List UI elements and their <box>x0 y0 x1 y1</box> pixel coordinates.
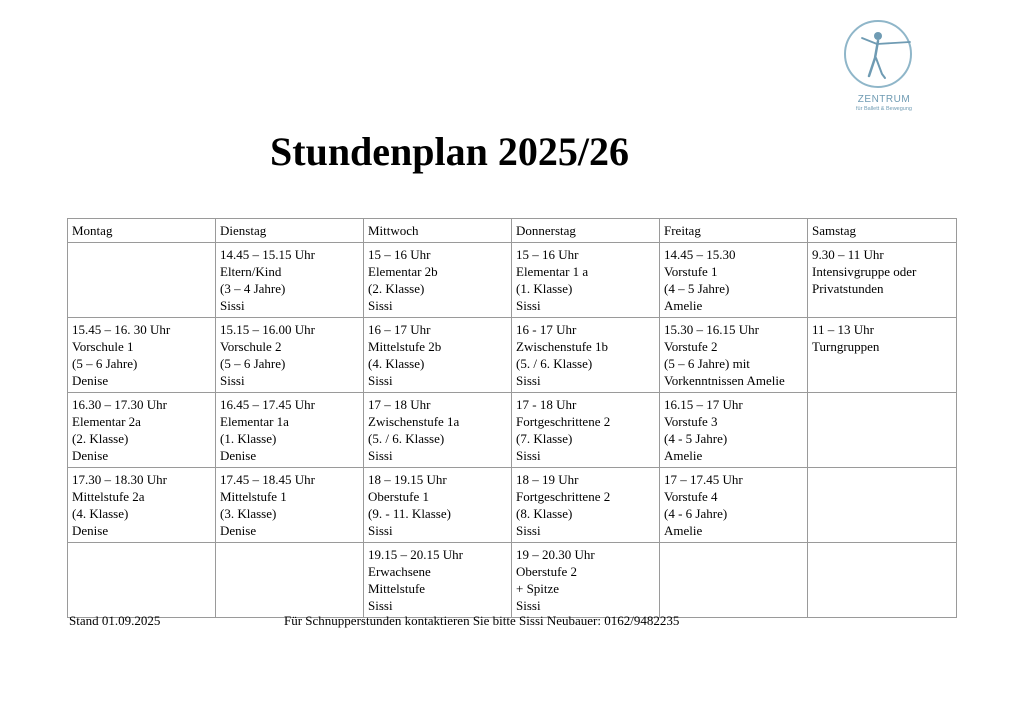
class-time: 17 – 17.45 Uhr <box>664 472 743 487</box>
class-cell <box>216 243 364 318</box>
class-detail: Fortgeschrittene 2 <box>516 489 611 504</box>
class-cell <box>364 318 512 393</box>
class-detail-last: Privatstunden <box>812 281 884 296</box>
class-cell <box>364 393 512 468</box>
class-detail-last: Sissi <box>516 598 541 613</box>
class-detail: Mittelstufe 2a <box>72 489 145 504</box>
table-row <box>68 243 957 318</box>
class-time: 18 – 19 Uhr <box>516 472 579 487</box>
class-time: 17.45 – 18.45 Uhr <box>220 472 315 487</box>
class-detail: Mittelstufe 2b <box>368 339 442 354</box>
table-row <box>68 468 957 543</box>
class-time: 19 – 20.30 Uhr <box>516 547 595 562</box>
day-header: Dienstag <box>216 219 364 243</box>
class-detail: Erwachsene <box>368 564 431 579</box>
class-detail: (5. / 6. Klasse) <box>368 431 445 446</box>
class-detail: (4 – 5 Jahre) <box>664 281 730 296</box>
class-detail: Elementar 2a <box>72 414 141 429</box>
empty-cell <box>68 543 216 618</box>
class-detail: Vorstufe 4 <box>664 489 718 504</box>
class-detail: Elementar 1a <box>220 414 289 429</box>
class-time: 19.15 – 20.15 Uhr <box>368 547 463 562</box>
class-detail: Fortgeschrittene 2 <box>516 414 611 429</box>
class-cell <box>68 468 216 543</box>
class-cell <box>660 318 808 393</box>
schedule-table <box>67 218 957 618</box>
class-time: 11 – 13 Uhr <box>812 322 874 337</box>
empty-cell <box>808 468 957 543</box>
class-detail: Mittelstufe 1 <box>220 489 287 504</box>
class-time: 18 – 19.15 Uhr <box>368 472 447 487</box>
class-time: 16.30 – 17.30 Uhr <box>72 397 167 412</box>
class-time: 16.45 – 17.45 Uhr <box>220 397 315 412</box>
class-time: 16.15 – 17 Uhr <box>664 397 743 412</box>
empty-cell <box>808 543 957 618</box>
class-detail-last: Denise <box>220 523 257 538</box>
class-time: 17 – 18 Uhr <box>368 397 431 412</box>
stand-date: Stand 01.09.2025 <box>69 613 161 628</box>
class-cell <box>512 468 660 543</box>
class-detail: Vorstufe 1 <box>664 264 718 279</box>
class-cell <box>364 468 512 543</box>
class-detail: Oberstufe 2 <box>516 564 578 579</box>
ballet-centre-logo <box>838 14 930 124</box>
class-time: 15.30 – 16.15 Uhr <box>664 322 759 337</box>
empty-cell <box>660 543 808 618</box>
class-detail: (8. Klasse) <box>516 506 573 521</box>
class-detail: (3. Klasse) <box>220 506 277 521</box>
day-header: Mittwoch <box>364 219 512 243</box>
class-detail-last: Amelie <box>664 298 703 313</box>
day-header: Donnerstag <box>512 219 660 243</box>
class-cell <box>68 393 216 468</box>
day-header: Freitag <box>660 219 808 243</box>
class-detail-last: Denise <box>220 448 257 463</box>
page-title: Stundenplan 2025/26 <box>270 129 630 174</box>
class-cell <box>512 318 660 393</box>
class-detail: (4 - 6 Jahre) <box>664 506 728 521</box>
class-time: 15.45 – 16. 30 Uhr <box>72 322 171 337</box>
class-detail: Elementar 1 a <box>516 264 589 279</box>
class-cell <box>216 393 364 468</box>
class-time: 15.15 – 16.00 Uhr <box>220 322 315 337</box>
table-row <box>68 393 957 468</box>
class-cell <box>364 543 512 618</box>
class-detail: Zwischenstufe 1a <box>368 414 460 429</box>
logo-wordmark: ZENTRUM <box>857 94 911 105</box>
class-detail: (4 - 5 Jahre) <box>664 431 728 446</box>
class-detail-last: Sissi <box>516 448 541 463</box>
class-detail-last: Sissi <box>368 373 393 388</box>
class-detail: (3 – 4 Jahre) <box>220 281 286 296</box>
class-detail: (2. Klasse) <box>72 431 129 446</box>
class-detail-last: Denise <box>72 448 109 463</box>
class-cell <box>68 318 216 393</box>
class-cell <box>364 243 512 318</box>
class-time: 16 - 17 Uhr <box>516 322 577 337</box>
class-time: 15 – 16 Uhr <box>516 247 579 262</box>
class-cell <box>660 468 808 543</box>
class-time: 14.45 – 15.30 <box>664 247 736 262</box>
class-cell <box>216 468 364 543</box>
class-detail-last: Sissi <box>220 373 245 388</box>
class-detail-last: Sissi <box>368 298 393 313</box>
class-detail: (1. Klasse) <box>516 281 573 296</box>
class-detail: (2. Klasse) <box>368 281 425 296</box>
class-time: 14.45 – 15.15 Uhr <box>220 247 315 262</box>
class-cell <box>216 318 364 393</box>
class-detail: Vorstufe 3 <box>664 414 718 429</box>
class-cell <box>808 243 957 318</box>
class-cell <box>512 543 660 618</box>
class-detail: (1. Klasse) <box>220 431 277 446</box>
class-time: 15 – 16 Uhr <box>368 247 431 262</box>
class-detail: Oberstufe 1 <box>368 489 430 504</box>
class-cell <box>660 243 808 318</box>
class-detail: (5. / 6. Klasse) <box>516 356 593 371</box>
class-detail: (5 – 6 Jahre) <box>72 356 138 371</box>
class-detail: Intensivgruppe oder <box>812 264 917 279</box>
day-header: Samstag <box>808 219 957 243</box>
class-detail: (4. Klasse) <box>72 506 129 521</box>
class-detail-last: Sissi <box>516 523 541 538</box>
empty-cell <box>216 543 364 618</box>
class-detail: Vorschule 1 <box>72 339 134 354</box>
class-detail: Mittelstufe <box>368 581 426 596</box>
class-detail: (9. - 11. Klasse) <box>368 506 451 521</box>
day-header: Montag <box>68 219 216 243</box>
class-detail-last: Denise <box>72 373 109 388</box>
class-detail: Vorschule 2 <box>220 339 282 354</box>
class-detail: Zwischenstufe 1b <box>516 339 609 354</box>
class-detail-last: Sissi <box>368 523 393 538</box>
class-detail: Vorstufe 2 <box>664 339 718 354</box>
class-time: 9.30 – 11 Uhr <box>812 247 884 262</box>
class-time: 17 - 18 Uhr <box>516 397 577 412</box>
contact-note: Für Schnupperstunden kontaktieren Sie bitte Sissi Neubauer: 0162/9482235 <box>284 613 680 628</box>
class-detail-last: Sissi <box>516 373 541 388</box>
logo-subtitle: für Ballett & Bewegung <box>856 106 912 112</box>
class-detail: (5 – 6 Jahre) <box>220 356 286 371</box>
empty-cell <box>68 243 216 318</box>
class-detail-last: Denise <box>72 523 109 538</box>
dancer-icon <box>838 14 930 94</box>
class-detail-last: Sissi <box>220 298 245 313</box>
class-cell <box>512 393 660 468</box>
class-time: 17.30 – 18.30 Uhr <box>72 472 167 487</box>
class-detail-last: Amelie <box>664 523 703 538</box>
empty-cell <box>808 393 957 468</box>
class-detail-last: Turngruppen <box>812 339 880 354</box>
class-detail-last: Sissi <box>368 598 393 613</box>
header-row <box>68 219 957 243</box>
class-detail: + Spitze <box>516 581 560 596</box>
class-detail: (5 – 6 Jahre) mit <box>664 356 750 371</box>
class-detail: (4. Klasse) <box>368 356 425 371</box>
class-detail-last: Sissi <box>516 298 541 313</box>
table-row <box>68 318 957 393</box>
class-detail-last: Amelie <box>664 448 703 463</box>
class-detail-last: Sissi <box>368 448 393 463</box>
class-cell <box>808 318 957 393</box>
class-cell <box>512 243 660 318</box>
class-detail: Eltern/Kind <box>220 264 282 279</box>
class-cell <box>660 393 808 468</box>
table-row <box>68 543 957 618</box>
class-detail-last: Vorkenntnissen Amelie <box>664 373 785 388</box>
class-detail: Elementar 2b <box>368 264 438 279</box>
class-time: 16 – 17 Uhr <box>368 322 431 337</box>
class-detail: (7. Klasse) <box>516 431 573 446</box>
